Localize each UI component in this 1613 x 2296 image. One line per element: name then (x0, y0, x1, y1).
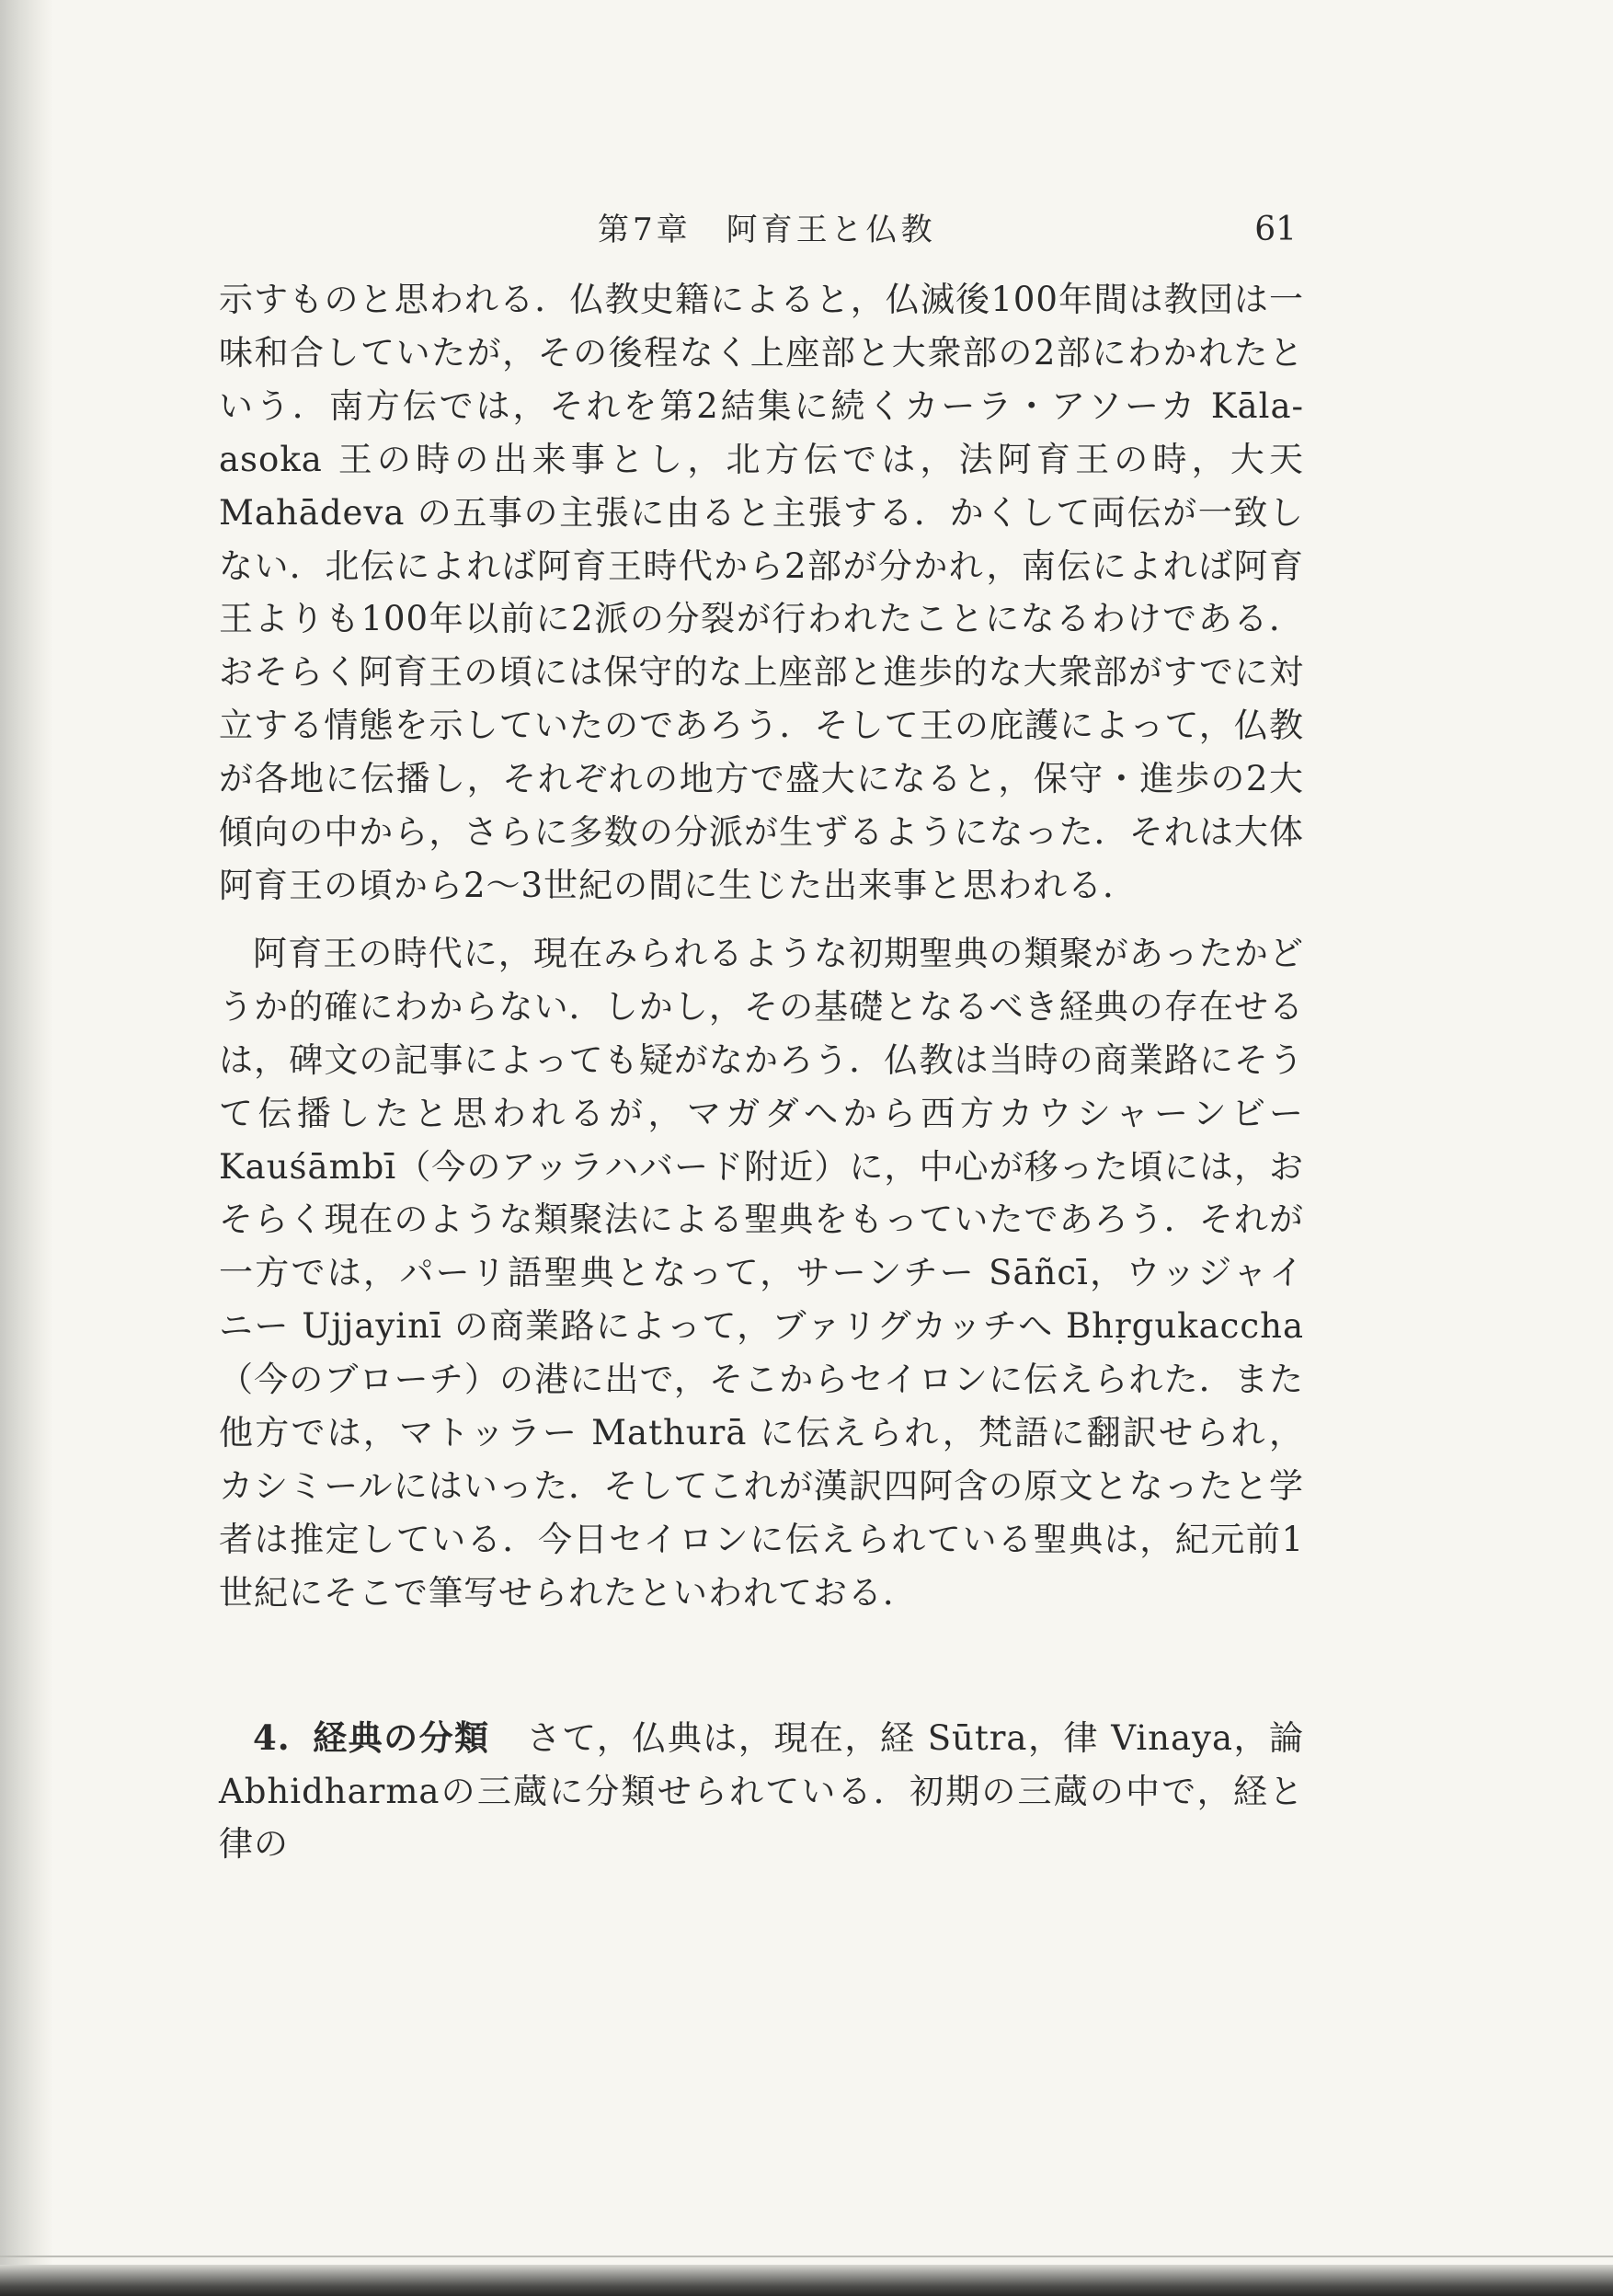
paragraph-2: 阿育王の時代に，現在みられるような初期聖典の類聚があったかどうか的確にわからない．しかし，その基礎となるべき経典の存在せるは，碑文の記事によっても疑がなかろう．仏教は当時の商業路にそうて伝播したと思われるが，マガダへから西方カウシャーンビー Kauśāmbī（今のアッラハバード附近）に，中心が移った頃には，おそらく現在のような類聚法による聖典をもっていたであろう．それが一方では，パーリ語聖典となって，サーンチー Sāñcī，ウッジャイニー Ujjayinī の商業路によって，ブァリグカッチへ Bhṛgukaccha（今のブローチ）の港に出で，そこからセイロンに伝えられた．また他方では，マトッラー Mathurā に伝えられ，梵語に翻訳せられ，カシミールにはいった．そしてこれが漢訳四阿含の原文となったと学者は推定している．今日セイロンに伝えられている聖典は，紀元前1世紀にそこで筆写せられたといわれておる． (219, 933, 1304, 1613)
section-4 (219, 1712, 1304, 1872)
running-title: 第7章 阿育王と仏教 (598, 212, 936, 248)
section-text: さて，仏典は，現在，経 Sūtra，律 Vinaya，論 Abhidharmaの三蔵に分類せられている．初期の三蔵の中で，経と律の (219, 1717, 1305, 1865)
scan-left-shadow (0, 0, 53, 2296)
page-header (598, 207, 1315, 253)
section-number: 4. (253, 1716, 291, 1758)
section-title: 経典の分類 (312, 1716, 490, 1758)
scan-bottom-line (0, 2256, 1613, 2257)
page-number: 61 (1254, 211, 1297, 248)
body-text (219, 273, 1304, 1871)
scan-bottom-band (0, 2265, 1613, 2296)
paragraph-1: 示すものと思われる．仏教史籍によると，仏滅後100年間は教団は一味和合していたが，その後程なく上座部と大衆部の2部にわかれたという．南方伝では，それを第2結集に続くカーラ・アソーカ Kāla-asoka 王の時の出来事とし，北方伝では，法阿育王の時，大天 Mahādeva の五事の主張に由ると主張する．かくして両伝が一致しない．北伝によれば阿育王時代から2部が分かれ，南伝によれば阿育王よりも100年以前に2派の分裂が行われたことになるわけである．おそらく阿育王の頃には保守的な上座部と進歩的な大衆部がすでに対立する情態を示していたのであろう．そして王の庇護によって，仏教が各地に伝播し，それぞれの地方で盛大になると，保守・進歩の2大傾向の中から，さらに多数の分派が生ずるようになった．それは大体阿育王の頃から2～3世紀の間に生じた出来事と思われる． (219, 280, 1304, 905)
